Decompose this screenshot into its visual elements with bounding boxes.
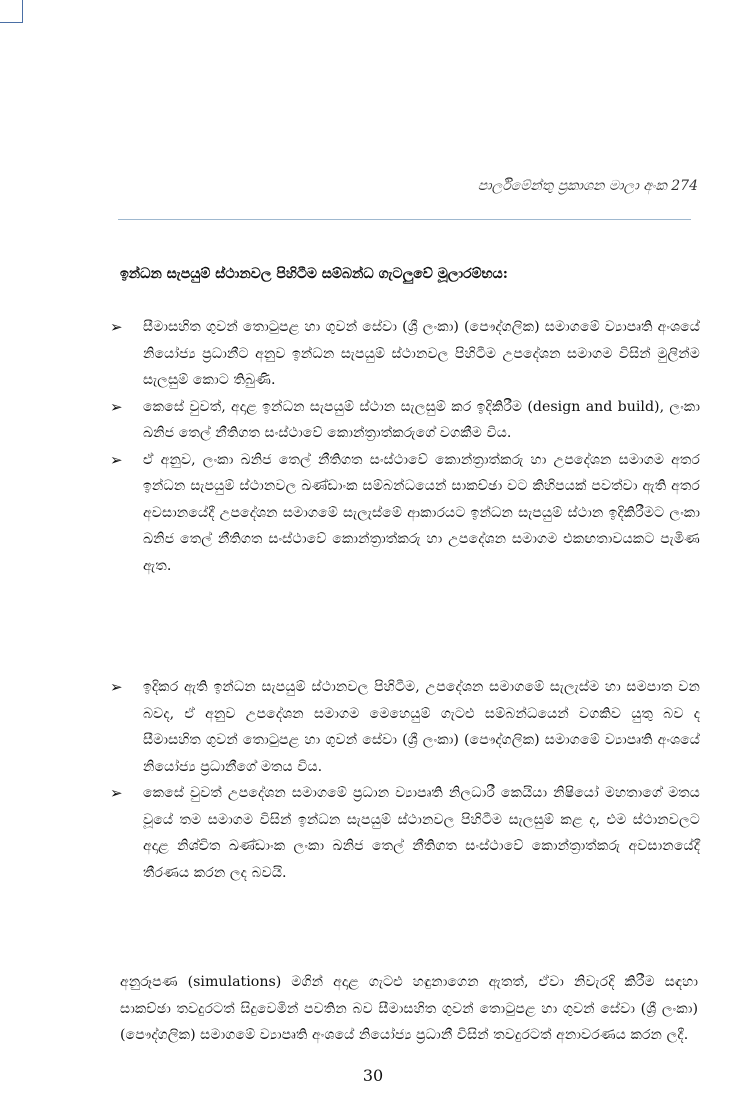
page-number: 30 xyxy=(362,1066,384,1085)
bullet-text: සීමාසහිත ගුවන් තොටුපළ හා ගුවන් සේවා (ශ්‍රී ලංකා) (පෞද්ගලික) සමාගමේ ව්‍යාපෘති අංශයේ නියෝජ්‍ය ප්‍රධානීට අනුව ඉන්ධන සැපයුම් ස්ථානවල පිහිටීම උපදේශන සමාගම විසින් මුලින්ම සැලසුම් කොට තිබුණි. xyxy=(143,319,700,388)
bullet-list-2 xyxy=(110,674,700,886)
arrow-bullet-icon: ➢ xyxy=(110,397,123,416)
bullet-item xyxy=(110,674,700,780)
bullet-text: කෙසේ වුවත් උපදේශන සමාගමේ ප්‍රධාන ව්‍යාපෘති නිලධාරී කෙයියා නිෂියෝ මහතාගේ මතය වූයේ තම සමාගම විසින් ඉන්ධන සැපයුම් ස්ථානවල පිහිටීම සැලසුම් කළ ද, එම ස්ථානවලට අදාළ නිශ්චිත ඛණ්ඩාංක ලංකා ඛනිජ තෙල් නීතිගත සංස්ථාවේ කොන්ත්‍රාත්කරු අවසානයේදී තීරණය කරන ලද බවයි. xyxy=(143,785,700,881)
bullet-text: ඉදිකර ඇති ඉන්ධන සැපයුම් ස්ථානවල පිහිටීම, උපදේශන සමාගමේ සැලැස්ම හා සමපාත වන බවද, ඒ අනුව උපදේශන සමාගම මෙහෙයුම් ගැටළු සම්බන්ධයෙන් වගකිව යුතු බව ද සීමාසහිත ගුවන් තොටුපළ හා ගුවන් සේවා (ශ්‍රී ලංකා) (පෞද්ගලික) සමාගමේ ව්‍යාපෘති අංශයේ නියෝජ්‍ය ප්‍රධානීගේ මතය විය. xyxy=(143,679,700,775)
bullet-item xyxy=(110,780,700,886)
arrow-bullet-icon: ➢ xyxy=(110,318,123,336)
closing-paragraph: අනුරූපණ (simulations) මගින් අදාළ ගැටළු හඳුනාගෙන ඇතත්, ඒවා නිවැරදි කිරීම සඳහා සාකච්ඡා තවදුරටත් සිදුවෙමින් පවතින බව සීමාසහිත ගුවන් තොටුපළ හා ගුවන් සේවා (ශ්‍රී ලංකා) (පෞද්ගලික) සමාගමේ ව්‍යාපෘති අංශයේ නියෝජ්‍ය ප්‍රධානී විසින් තවදුරටත් අනාවරණය කරන ලදී. xyxy=(120,974,698,1044)
bullet-text: ඒ අනුව, ලංකා ඛනිජ තෙල් නීතිගත සංස්ථාවේ කොන්ත්‍රාත්කරු හා උපදේශන සමාගම අතර ඉන්ධන සැපයුම් ස්ථානවල ඛණ්ඩාංක සම්බන්ධයෙන් සාකච්ඡා වට කිහිපයක් පවත්වා ඇති අතර අවසානයේදී උපදේශන සමාගමේ සැලැස්මේ ආකාරයට ඉන්ධන සැපයුම් ස්ථාන ඉදිකිරීමට ලංකා ඛනිජ තෙල් නීතිගත සංස්ථාවේ කොන්ත්‍රාත්කරු හා උපදේශන සමාගම එකඟතාවයකට පැමිණ ඇත. xyxy=(143,451,700,574)
section-heading: ඉන්ධන සැපයුම් ස්ථානවල පිහිටීම සම්බන්ධ ගැටලුවේ මූලාරම්භය: xyxy=(120,266,508,282)
header-divider xyxy=(118,219,691,220)
arrow-bullet-icon: ➢ xyxy=(110,784,123,802)
running-header: පාර්ලිමේන්තු ප්‍රකාශන මාලා අංක 274 xyxy=(477,178,698,194)
bullet-list-1 xyxy=(110,314,700,579)
arrow-bullet-icon: ➢ xyxy=(110,450,123,469)
arrow-bullet-icon: ➢ xyxy=(110,678,123,696)
bullet-item xyxy=(110,447,700,580)
bullet-item xyxy=(110,394,700,447)
page-corner-mark xyxy=(0,0,23,23)
bullet-item xyxy=(110,314,700,394)
bullet-text: කෙසේ වුවත්, අදාළ ඉන්ධන සැපයුම් ස්ථාන සැලසුම් කර ඉදිකිරීම (design and build), ලංකා ඛනිජ තෙල් නීතිගත සංස්ථාවේ කොන්ත්‍රාත්කරුගේ වගකීම විය. xyxy=(143,398,700,441)
